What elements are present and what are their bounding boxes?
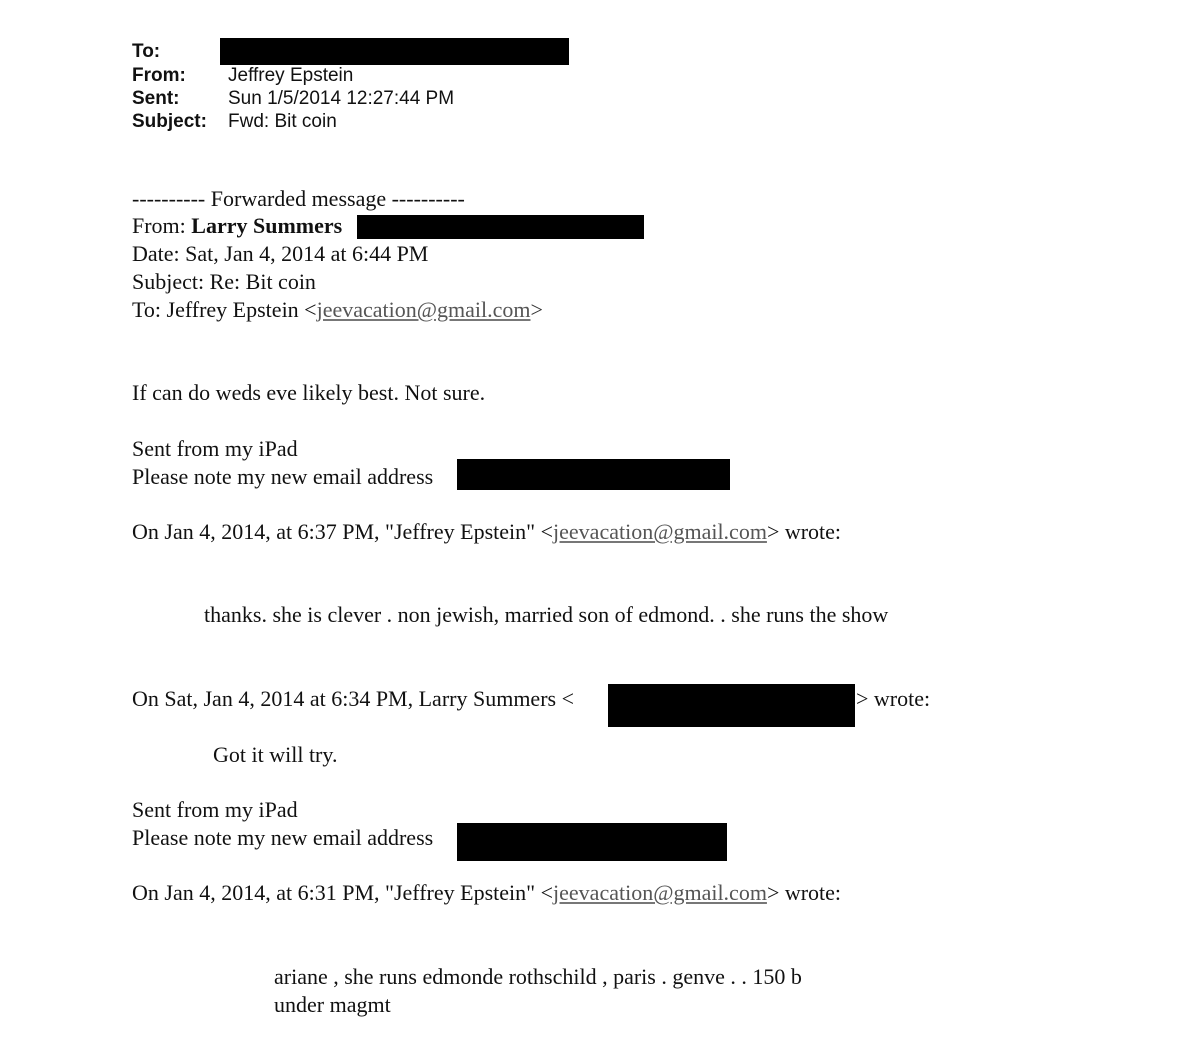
quoted-message-body: Got it will try. xyxy=(213,742,338,767)
forwarded-to-prefix: To: Jeffrey Epstein < xyxy=(132,297,317,322)
signature-line: Sent from my iPad xyxy=(132,797,298,822)
quote-attribution xyxy=(132,880,841,906)
to-label: To: xyxy=(132,41,161,62)
quote-attribution-suffix: > wrote: xyxy=(856,686,931,711)
quote-attribution-suffix: > wrote: xyxy=(766,880,842,905)
forwarded-to-suffix: > xyxy=(530,297,543,322)
quoted-message-body: ariane , she runs edmonde rothschild , paris . genve . . 150 b xyxy=(274,964,802,989)
signature-email-note: Please note my new email address xyxy=(132,825,434,850)
sent-value: Sun 1/5/2014 12:27:44 PM xyxy=(228,88,455,109)
forwarded-subject-line: Subject: Re: Bit coin xyxy=(132,269,316,294)
quoted-message-body-continued: under magmt xyxy=(274,992,391,1017)
subject-value: Fwd: Bit coin xyxy=(228,111,337,132)
redaction-block-from xyxy=(357,215,644,239)
message-body: If can do weds eve likely best. Not sure. xyxy=(132,380,486,405)
quote-email-link[interactable]: jeevacation@gmail.com xyxy=(553,519,767,544)
forwarded-banner: ---------- Forwarded message ---------- xyxy=(132,186,465,211)
quote-attribution-prefix: On Jan 4, 2014, at 6:31 PM, "Jeffrey Epstein" < xyxy=(132,880,554,905)
signature-email-note: Please note my new email address xyxy=(132,464,434,489)
quote-attribution-prefix: On Sat, Jan 4, 2014 at 6:34 PM, Larry Summers < xyxy=(132,686,574,711)
from-label: From: xyxy=(132,65,186,86)
quote-email-link[interactable]: jeevacation@gmail.com xyxy=(553,880,767,905)
sent-label: Sent: xyxy=(132,88,180,109)
redaction-block-to xyxy=(220,38,569,65)
quote-attribution-suffix: > wrote: xyxy=(766,519,842,544)
quoted-message-body: thanks. she is clever . non jewish, married son of edmond. . she runs the show xyxy=(204,602,889,627)
forwarded-to-line xyxy=(132,297,543,323)
forwarded-from-line xyxy=(132,213,342,239)
quote-attribution xyxy=(132,686,574,712)
redaction-block-summers-email xyxy=(608,684,855,727)
subject-label: Subject: xyxy=(132,111,207,132)
forwarded-date-line: Date: Sat, Jan 4, 2014 at 6:44 PM xyxy=(132,241,429,266)
quote-attribution-prefix: On Jan 4, 2014, at 6:37 PM, "Jeffrey Epstein" < xyxy=(132,519,554,544)
from-value: Jeffrey Epstein xyxy=(228,65,354,86)
redaction-block-email-1 xyxy=(457,459,730,490)
forwarded-from-prefix: From: xyxy=(132,213,192,238)
signature-line: Sent from my iPad xyxy=(132,436,298,461)
forwarded-to-email-link[interactable]: jeevacation@gmail.com xyxy=(316,297,531,322)
forwarded-from-name: Larry Summers xyxy=(191,213,343,238)
quote-attribution xyxy=(132,519,841,545)
redaction-block-email-2 xyxy=(457,823,727,861)
